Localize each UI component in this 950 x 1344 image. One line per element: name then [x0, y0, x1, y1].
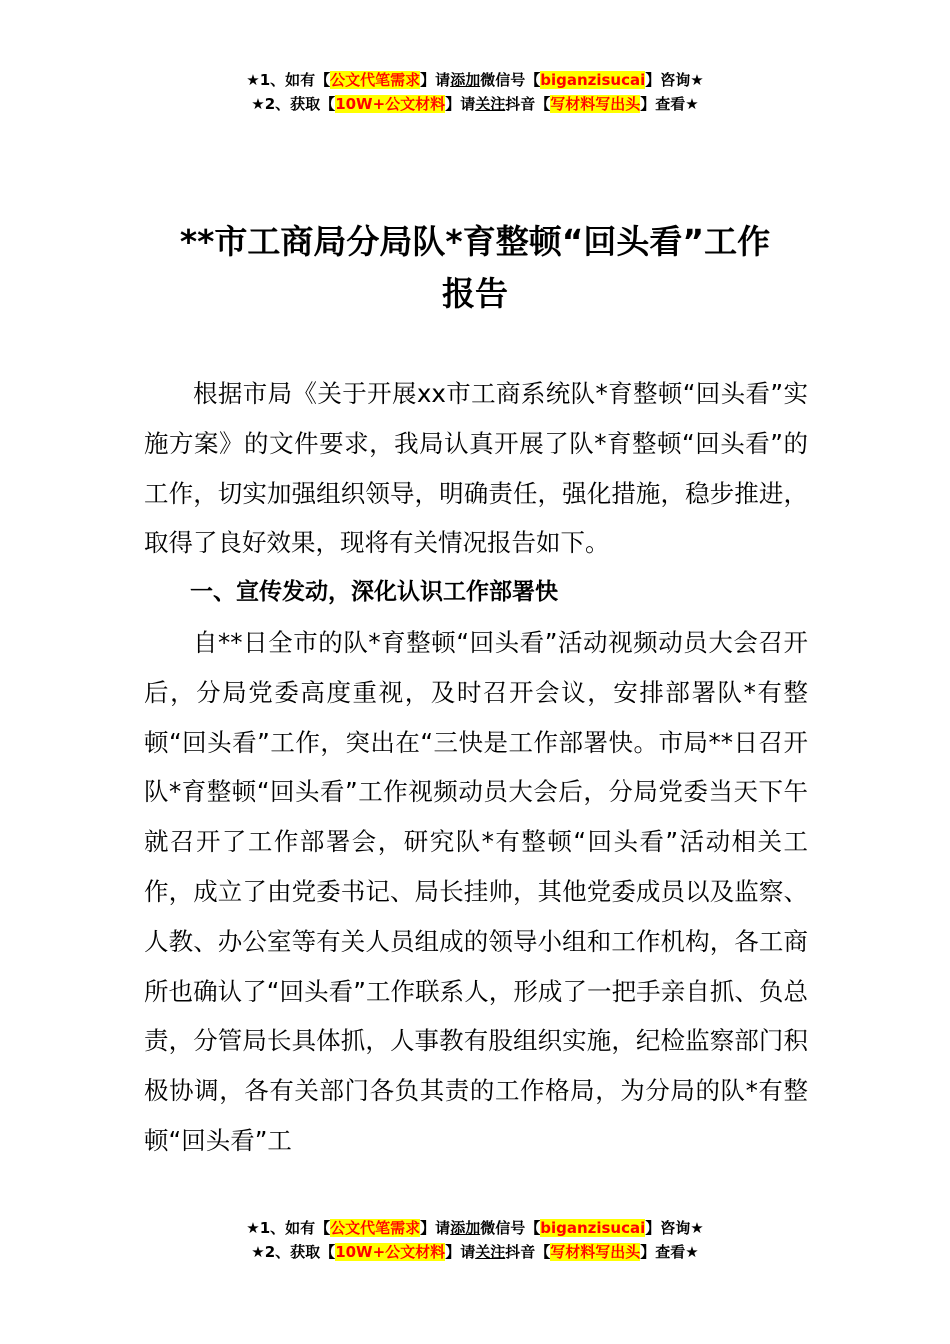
banner-wechat-id: biganzisucai	[540, 71, 646, 89]
banner-douyin-name: 写材料写出头	[550, 95, 641, 113]
banner-line-2: ★2、获取【10W+公文材料】请关注抖音【写材料写出头】查看★	[251, 95, 699, 113]
section-heading: 一、宣传发动，深化认识工作部署快	[190, 579, 558, 606]
banner-highlight: 10W+公文材料	[335, 1243, 446, 1261]
header-banner	[0, 68, 950, 116]
banner-highlight: 10W+公文材料	[335, 95, 446, 113]
banner-line-1: ★1、如有【公文代笔需求】请添加微信号【biganzisucai】咨询★	[246, 1219, 704, 1237]
footer-banner	[0, 1216, 950, 1264]
title-line-1: **市工商局分局队*育整顿“回头看”工作	[179, 222, 771, 261]
banner-highlight: 公文代笔需求	[330, 71, 421, 89]
banner-line-2: ★2、获取【10W+公文材料】请关注抖音【写材料写出头】查看★	[251, 1243, 699, 1261]
document-title	[120, 216, 830, 320]
banner-highlight: 公文代笔需求	[330, 1219, 421, 1237]
banner-line-1: ★1、如有【公文代笔需求】请添加微信号【biganzisucai】咨询★	[246, 71, 704, 89]
document-body	[144, 369, 808, 1212]
banner-wechat-id: biganzisucai	[540, 1219, 646, 1237]
body-paragraph: 自**日全市的队*育整顿“回头看”活动视频动员大会召开后，分局党委高度重视，及时召开会议，安排部署队*有整顿“回头看”工作，突出在“三快是工作部署快。市局**日召开队*育整顿“回头看”工作视频动员大会后，分局党委当天下午就召开了工作部署会，研究队*有整顿“回头看”活动相关工作，成立了由党委书记、局长挂帅，其他党委成员以及监察、人教、办公室等有关人员组成的领导小组和工作机构，各工商所也确认了“回头看”工作联系人，形成了一把手亲自抓、负总责，分管局长具体抓，人事教有股组织实施，纪检监察部门积极协调，各有关部门各负其责的工作格局，为分局的队*有整顿“回头看”工	[144, 627, 808, 1155]
intro-paragraph: 根据市局《关于开展xx市工商系统队*育整顿“回头看”实施方案》的文件要求，我局认真开展了队*育整顿“回头看”的工作，切实加强组织领导，明确责任，强化措施，稳步推进，取得了良好效果，现将有关情况报告如下。	[144, 379, 808, 558]
title-line-2: 报告	[442, 274, 508, 313]
banner-douyin-name: 写材料写出头	[550, 1243, 641, 1261]
